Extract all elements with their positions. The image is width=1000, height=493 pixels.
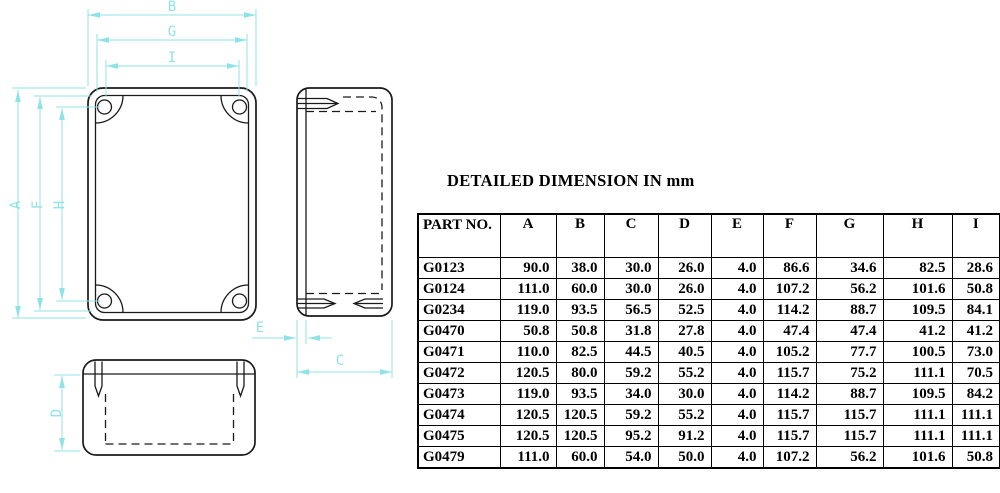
dimension-value: 115.7 <box>763 363 816 384</box>
dimension-value: 115.7 <box>816 405 883 426</box>
dimension-value: 111.1 <box>883 405 952 426</box>
dimension-value: 115.7 <box>763 426 816 447</box>
dimension-value: 93.5 <box>556 300 604 321</box>
dimension-value: 120.5 <box>556 405 604 426</box>
dimension-value: 114.2 <box>763 384 816 405</box>
dimension-value: 4.0 <box>711 447 763 469</box>
dim-label-F: F <box>30 200 46 210</box>
boss-bottom-left <box>96 285 124 313</box>
table-row-G0471 <box>418 342 1000 363</box>
dimension-value: 34.6 <box>816 258 883 279</box>
dimension-value: 86.6 <box>763 258 816 279</box>
part-number: G0123 <box>418 258 500 279</box>
dimension-value: 120.5 <box>500 426 556 447</box>
dim-label-E: E <box>255 320 265 336</box>
dim-label-A: A <box>8 200 24 210</box>
dimension-value: 88.7 <box>816 384 883 405</box>
table-title: DETAILED DIMENSION IN mm <box>447 171 695 190</box>
dimension-value: 111.1 <box>883 363 952 384</box>
dimension-value: 111.1 <box>952 405 1000 426</box>
dimension-value: 101.6 <box>883 279 952 300</box>
column-header-H: H <box>883 214 952 258</box>
table-row-G0474 <box>418 405 1000 426</box>
dimension-value: 30.0 <box>604 279 658 300</box>
dimension-value: 47.4 <box>816 321 883 342</box>
screw-hole <box>233 100 247 114</box>
dimension-value: 26.0 <box>658 279 711 300</box>
dimension-value: 60.0 <box>556 447 604 469</box>
dimension-value: 107.2 <box>763 279 816 300</box>
dimension-value: 41.2 <box>883 321 952 342</box>
table-row-G0473 <box>418 384 1000 405</box>
dimension-value: 27.8 <box>658 321 711 342</box>
table-header-row <box>418 214 1000 258</box>
dimension-value: 40.5 <box>658 342 711 363</box>
column-header-D: D <box>658 214 711 258</box>
dimension-value: 88.7 <box>816 300 883 321</box>
dimension-value: 120.5 <box>556 426 604 447</box>
top-view <box>88 88 256 320</box>
dim-label-C: C <box>335 353 345 369</box>
table-row-G0470 <box>418 321 1000 342</box>
dimension-value: 111.0 <box>500 447 556 469</box>
part-number: G0234 <box>418 300 500 321</box>
dimension-value: 34.0 <box>604 384 658 405</box>
dimension-value: 59.2 <box>604 363 658 384</box>
dimension-value: 30.0 <box>604 258 658 279</box>
dimension-value: 59.2 <box>604 405 658 426</box>
part-number: G0124 <box>418 279 500 300</box>
table-row-G0234 <box>418 300 1000 321</box>
dimension-value: 91.2 <box>658 426 711 447</box>
dimension-value: 111.1 <box>883 426 952 447</box>
part-no-header: PART NO. <box>418 214 500 258</box>
table-row-G0479 <box>418 447 1000 469</box>
column-header-B: B <box>556 214 604 258</box>
dimension-value: 109.5 <box>883 384 952 405</box>
table-row-G0123 <box>418 258 1000 279</box>
dimension-value: 4.0 <box>711 342 763 363</box>
dimension-value: 111.0 <box>500 279 556 300</box>
dimension-value: 109.5 <box>883 300 952 321</box>
dim-label-H: H <box>52 200 68 210</box>
table-row-G0475 <box>418 426 1000 447</box>
dimension-value: 55.2 <box>658 363 711 384</box>
dimension-value: 82.5 <box>883 258 952 279</box>
side-view <box>297 88 392 316</box>
dimension-value: 47.4 <box>763 321 816 342</box>
dimension-value: 120.5 <box>500 363 556 384</box>
column-header-I: I <box>952 214 1000 258</box>
screw-hole <box>233 294 247 308</box>
dimension-value: 26.0 <box>658 258 711 279</box>
technical-drawing <box>0 0 440 488</box>
boss-top-right <box>221 96 249 124</box>
dim-label-G: G <box>167 24 177 40</box>
dimension-table <box>417 213 1000 469</box>
dimension-value: 119.0 <box>500 300 556 321</box>
dimension-lines <box>8 0 392 451</box>
dimension-value: 38.0 <box>556 258 604 279</box>
column-header-C: C <box>604 214 658 258</box>
dimension-value: 120.5 <box>500 405 556 426</box>
dimension-value: 30.0 <box>658 384 711 405</box>
table-row-G0472 <box>418 363 1000 384</box>
dimension-value: 44.5 <box>604 342 658 363</box>
dimension-value: 50.8 <box>952 279 1000 300</box>
dimension-value: 56.2 <box>816 279 883 300</box>
dimension-value: 4.0 <box>711 258 763 279</box>
dimension-value: 31.8 <box>604 321 658 342</box>
dimension-value: 82.5 <box>556 342 604 363</box>
dimension-value: 4.0 <box>711 321 763 342</box>
dimension-value: 115.7 <box>763 405 816 426</box>
dimension-table-body <box>418 258 1000 469</box>
dimension-value: 4.0 <box>711 363 763 384</box>
part-number: G0479 <box>418 447 500 469</box>
dim-label-I: I <box>167 50 177 66</box>
part-number: G0470 <box>418 321 500 342</box>
dimension-value: 107.2 <box>763 447 816 469</box>
dim-label-D: D <box>49 408 65 418</box>
dimension-value: 80.0 <box>556 363 604 384</box>
front-view <box>83 360 255 455</box>
dimension-value: 56.2 <box>816 447 883 469</box>
dimension-value: 100.5 <box>883 342 952 363</box>
column-header-G: G <box>816 214 883 258</box>
dimension-value: 115.7 <box>816 426 883 447</box>
boss-top-left <box>96 96 124 124</box>
dimension-value: 55.2 <box>658 405 711 426</box>
dimension-value: 93.5 <box>556 384 604 405</box>
dimension-value: 70.5 <box>952 363 1000 384</box>
dimension-value: 101.6 <box>883 447 952 469</box>
dimension-value: 75.2 <box>816 363 883 384</box>
dimension-value: 50.8 <box>952 447 1000 469</box>
part-number: G0473 <box>418 384 500 405</box>
dimension-value: 114.2 <box>763 300 816 321</box>
dimension-value: 77.7 <box>816 342 883 363</box>
boss-bottom-right <box>221 285 249 313</box>
dimension-value: 52.5 <box>658 300 711 321</box>
dimension-value: 105.2 <box>763 342 816 363</box>
dimension-value: 110.0 <box>500 342 556 363</box>
part-number: G0474 <box>418 405 500 426</box>
dimension-value: 4.0 <box>711 384 763 405</box>
dimension-value: 60.0 <box>556 279 604 300</box>
dimension-value: 50.8 <box>500 321 556 342</box>
part-number: G0472 <box>418 363 500 384</box>
dimension-value: 111.1 <box>952 426 1000 447</box>
dimension-value: 90.0 <box>500 258 556 279</box>
dimension-value: 73.0 <box>952 342 1000 363</box>
dimension-value: 4.0 <box>711 279 763 300</box>
dimension-value: 4.0 <box>711 426 763 447</box>
column-header-A: A <box>500 214 556 258</box>
part-number: G0475 <box>418 426 500 447</box>
part-number: G0471 <box>418 342 500 363</box>
dimension-value: 54.0 <box>604 447 658 469</box>
dimension-value: 4.0 <box>711 300 763 321</box>
dimension-value: 84.2 <box>952 384 1000 405</box>
dimension-value: 50.8 <box>556 321 604 342</box>
dimension-value: 119.0 <box>500 384 556 405</box>
dimension-value: 84.1 <box>952 300 1000 321</box>
dimension-value: 4.0 <box>711 405 763 426</box>
dim-label-B: B <box>167 0 177 15</box>
table-row-G0124 <box>418 279 1000 300</box>
column-header-F: F <box>763 214 816 258</box>
dimension-value: 28.6 <box>952 258 1000 279</box>
column-header-E: E <box>711 214 763 258</box>
dimension-value: 50.0 <box>658 447 711 469</box>
dimension-value: 41.2 <box>952 321 1000 342</box>
dimension-value: 56.5 <box>604 300 658 321</box>
dimension-value: 95.2 <box>604 426 658 447</box>
